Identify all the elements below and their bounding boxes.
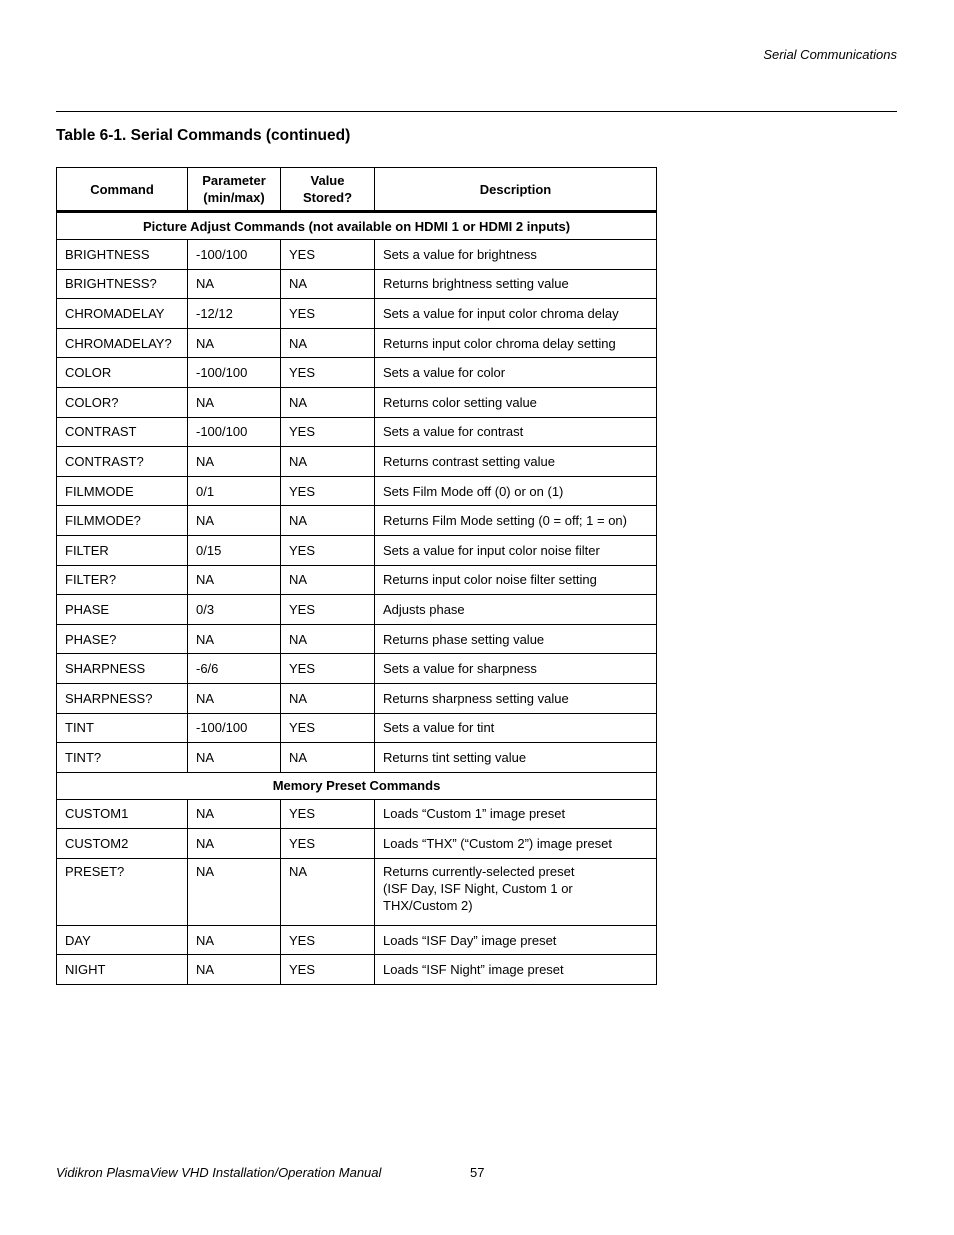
command-cell: CONTRAST? [57, 447, 188, 477]
command-cell: SHARPNESS [57, 654, 188, 684]
command-cell: PHASE [57, 595, 188, 625]
command-cell: DAY [57, 925, 188, 955]
value-stored-cell: YES [281, 299, 375, 329]
value-stored-cell: NA [281, 858, 375, 925]
parameter-cell: NA [188, 269, 281, 299]
description-line: Loads “THX” (“Custom 2”) image preset [383, 836, 613, 852]
table-row [57, 624, 657, 654]
command-cell: NIGHT [57, 955, 188, 985]
column-header-line: Description [479, 181, 552, 197]
command-cell: FILMMODE [57, 476, 188, 506]
value-stored-cell: NA [281, 447, 375, 477]
table-row [57, 858, 657, 925]
table-row [57, 565, 657, 595]
description-line: Loads “ISF Night” image preset [383, 962, 564, 978]
description-cell [375, 240, 657, 270]
value-stored-cell: NA [281, 743, 375, 773]
description-line: (ISF Day, ISF Night, Custom 1 or [383, 880, 573, 896]
running-header: Serial Communications [763, 47, 897, 62]
description-cell [375, 858, 657, 925]
serial-commands-table [56, 167, 657, 985]
description-line: Returns color setting value [383, 394, 537, 410]
column-header-value-stored [281, 168, 375, 212]
parameter-cell: NA [188, 387, 281, 417]
section-row [57, 212, 657, 240]
description-line: Returns Film Mode setting (0 = off; 1 = on) [383, 513, 627, 529]
description-cell [375, 328, 657, 358]
parameter-cell: -12/12 [188, 299, 281, 329]
column-header-line: Value [310, 173, 345, 188]
table-row [57, 417, 657, 447]
value-stored-cell: NA [281, 269, 375, 299]
column-header-parameter [188, 168, 281, 212]
command-cell: FILMMODE? [57, 506, 188, 536]
command-cell: CUSTOM1 [57, 799, 188, 829]
column-header-description [375, 168, 657, 212]
table-row [57, 654, 657, 684]
command-cell: PHASE? [57, 624, 188, 654]
description-cell [375, 506, 657, 536]
parameter-cell: -6/6 [188, 654, 281, 684]
parameter-cell: NA [188, 858, 281, 925]
description-cell [375, 624, 657, 654]
table-header-row [57, 168, 657, 212]
command-cell: TINT? [57, 743, 188, 773]
column-header-command [57, 168, 188, 212]
value-stored-cell: NA [281, 624, 375, 654]
value-stored-cell: YES [281, 476, 375, 506]
table-row [57, 387, 657, 417]
description-line: Sets a value for sharpness [383, 661, 537, 677]
description-cell [375, 799, 657, 829]
description-line: Returns phase setting value [383, 631, 545, 647]
parameter-cell: NA [188, 624, 281, 654]
table-row [57, 240, 657, 270]
table-row [57, 506, 657, 536]
description-cell [375, 925, 657, 955]
section-title: Picture Adjust Commands (not available on HDMI 1 or HDMI 2 inputs) [57, 212, 657, 240]
command-cell: FILTER? [57, 565, 188, 595]
column-header-line: Command [90, 181, 154, 197]
value-stored-cell: YES [281, 535, 375, 565]
table-row [57, 358, 657, 388]
parameter-cell: NA [188, 799, 281, 829]
command-cell: TINT [57, 713, 188, 743]
description-line: Loads “ISF Day” image preset [383, 932, 557, 948]
table-row [57, 743, 657, 773]
description-cell [375, 535, 657, 565]
description-line: Sets a value for contrast [383, 424, 524, 440]
description-line: Sets a value for brightness [383, 246, 537, 262]
description-line: Returns input color chroma delay setting [383, 335, 616, 351]
description-line: Returns input color noise filter setting [383, 572, 597, 588]
parameter-cell: 0/1 [188, 476, 281, 506]
description-line: Sets a value for tint [383, 720, 495, 736]
table-row [57, 683, 657, 713]
header-rule [56, 111, 897, 112]
value-stored-cell: NA [281, 565, 375, 595]
command-cell: COLOR [57, 358, 188, 388]
table-row [57, 713, 657, 743]
table-row [57, 535, 657, 565]
description-cell [375, 476, 657, 506]
table-row [57, 799, 657, 829]
description-line: Returns contrast setting value [383, 453, 555, 469]
parameter-cell: NA [188, 743, 281, 773]
value-stored-cell: YES [281, 240, 375, 270]
table-row [57, 269, 657, 299]
value-stored-cell: YES [281, 925, 375, 955]
command-cell: SHARPNESS? [57, 683, 188, 713]
value-stored-cell: YES [281, 654, 375, 684]
value-stored-cell: NA [281, 506, 375, 536]
parameter-cell: NA [188, 565, 281, 595]
section-title: Memory Preset Commands [57, 772, 657, 799]
description-line: Sets a value for input color noise filter [383, 542, 600, 558]
description-line: Adjusts phase [383, 601, 465, 617]
parameter-cell: NA [188, 447, 281, 477]
parameter-cell: NA [188, 506, 281, 536]
description-cell [375, 299, 657, 329]
command-cell: BRIGHTNESS? [57, 269, 188, 299]
table-row [57, 955, 657, 985]
description-line: Sets Film Mode off (0) or on (1) [383, 483, 564, 499]
value-stored-cell: NA [281, 683, 375, 713]
column-header-line: Parameter [202, 173, 266, 188]
description-cell [375, 955, 657, 985]
value-stored-cell: NA [281, 387, 375, 417]
description-cell [375, 713, 657, 743]
value-stored-cell: YES [281, 713, 375, 743]
command-cell: FILTER [57, 535, 188, 565]
table-body [57, 212, 657, 985]
description-cell [375, 447, 657, 477]
parameter-cell: NA [188, 328, 281, 358]
description-line: Sets a value for input color chroma delay [383, 305, 619, 321]
value-stored-cell: YES [281, 799, 375, 829]
description-line: Sets a value for color [383, 365, 506, 381]
command-cell: CHROMADELAY? [57, 328, 188, 358]
command-cell: BRIGHTNESS [57, 240, 188, 270]
description-cell [375, 743, 657, 773]
column-header-line: (min/max) [203, 190, 265, 205]
description-cell [375, 417, 657, 447]
command-cell: PRESET? [57, 858, 188, 925]
description-line: THX/Custom 2) [383, 897, 473, 913]
command-cell: CHROMADELAY [57, 299, 188, 329]
description-cell [375, 683, 657, 713]
parameter-cell: 0/3 [188, 595, 281, 625]
parameter-cell: NA [188, 683, 281, 713]
parameter-cell: NA [188, 829, 281, 859]
table-row [57, 476, 657, 506]
table-row [57, 299, 657, 329]
description-line: Loads “Custom 1” image preset [383, 806, 566, 822]
command-cell: COLOR? [57, 387, 188, 417]
parameter-cell: -100/100 [188, 713, 281, 743]
value-stored-cell: NA [281, 328, 375, 358]
description-cell [375, 595, 657, 625]
table-row [57, 447, 657, 477]
parameter-cell: 0/15 [188, 535, 281, 565]
footer-page-number: 57 [470, 1165, 485, 1180]
description-cell [375, 269, 657, 299]
parameter-cell: -100/100 [188, 417, 281, 447]
table-title: Table 6-1. Serial Commands (continued) [56, 127, 351, 144]
parameter-cell: NA [188, 955, 281, 985]
parameter-cell: -100/100 [188, 240, 281, 270]
value-stored-cell: YES [281, 829, 375, 859]
command-cell: CUSTOM2 [57, 829, 188, 859]
value-stored-cell: YES [281, 417, 375, 447]
table-row [57, 925, 657, 955]
description-line: Returns tint setting value [383, 749, 527, 765]
table-row [57, 328, 657, 358]
command-cell: CONTRAST [57, 417, 188, 447]
description-cell [375, 358, 657, 388]
section-row [57, 772, 657, 799]
value-stored-cell: YES [281, 955, 375, 985]
column-header-line: Stored? [302, 190, 353, 205]
table-row [57, 829, 657, 859]
footer-manual-title: Vidikron PlasmaView VHD Installation/Operation Manual [56, 1165, 382, 1180]
description-cell [375, 654, 657, 684]
parameter-cell: NA [188, 925, 281, 955]
description-cell [375, 387, 657, 417]
description-line: Returns sharpness setting value [383, 690, 569, 706]
description-cell [375, 565, 657, 595]
parameter-cell: -100/100 [188, 358, 281, 388]
value-stored-cell: YES [281, 358, 375, 388]
table-row [57, 595, 657, 625]
value-stored-cell: YES [281, 595, 375, 625]
description-cell [375, 829, 657, 859]
description-line: Returns currently-selected preset [383, 863, 575, 879]
description-line: Returns brightness setting value [383, 276, 569, 292]
